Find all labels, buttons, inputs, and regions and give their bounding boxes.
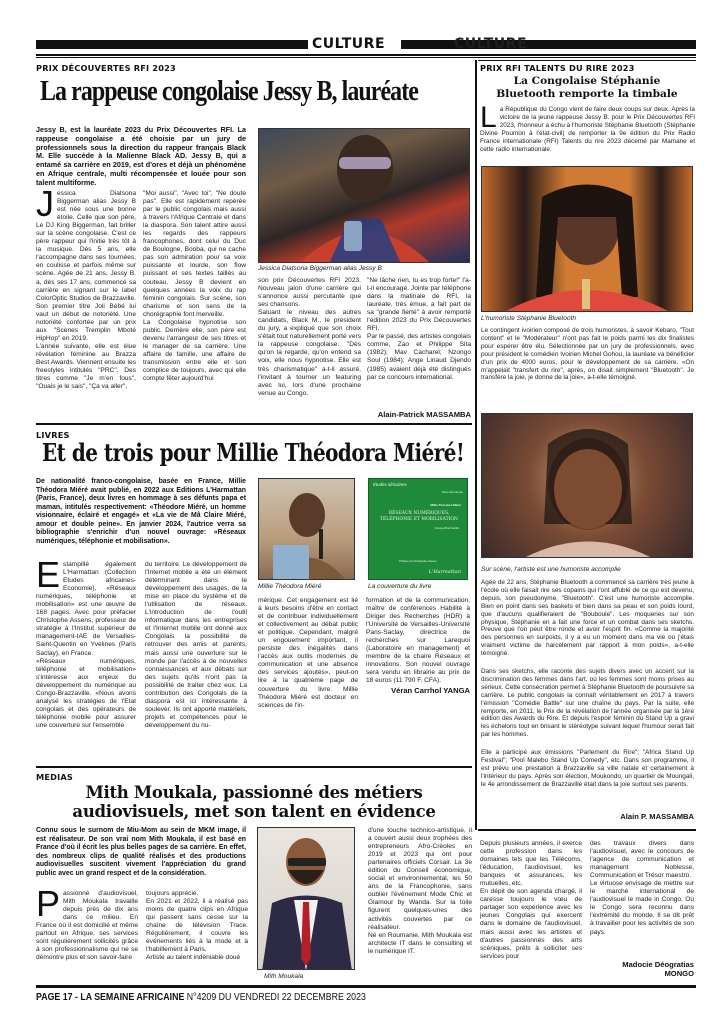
book-preface: Préface de Christophe Assens [399,559,437,563]
section-title-ghost: CULTURE [454,36,528,52]
column-divider [475,60,477,830]
article4-signature [590,960,694,978]
article1-col4-text: "Ne lâche rien, tu es trop forte!" l'a-t-il encouragé. Jointe par téléphone dans la matinale de RFI, la lauréate, très émue, a fait part de sa "grande fierté" à avoir remporté l'édition 2023 du Prix Découvertes RFI. [367,277,471,333]
mith-portrait-illustration [258,828,355,970]
article4-col2b-text: En 2021 et 2022, il a réalisé pas moins de quatre clips en Afrique qui passent sans cesse sur la chaîne de télévision Trace. Régulièrement, il couvre les événements liés à la mode et à l'habillement à Paris. [146,898,248,954]
article4-col2 [146,890,248,962]
article2-para2: Le contingent ivoirien composé de trois humoristes, à savoir Kebaro, "Tout content" et le "Modérateur" n'ont pas fait le poids parmi les dix finalistes pour espérer être élu. Sélectionnée par un jury de professionnels, avec pour président le comédien Ivoirien Michel Gohou, la lauréate va bénéficier d'un prix de 4000 euros, pour le développement de sa carrière. «On m'appelait "transfert du rire", après, on disait simplement "Bluetooth". Je transfère la joie, je donne de la joie», a-t-elle témoigné. [481,327,694,382]
article1-lead: Jessy B, est la lauréate 2023 du Prix Découvertes RFI. La rappeuse congolaise a été choisie par un jury de professionnels sous la direction du rappeur français Black M. Elle succède à la Malienne Black AD. Jessy B, qui a entamé sa carrière en 2019, est d'ores et déjà un phénomène en Afrique centrale, multi récompensée et louée pour son talent multiforme. [36,125,246,187]
article2-headline-line1: La Congolaise Stéphanie [513,75,661,87]
divider-article2 [478,829,696,831]
stephanie-photo-1 [481,166,693,312]
article1-col2b-text: La Congolaise hypnotise son public. Derrière elle, son père est devenu l'arrangeur de ses titres et le manager de sa carrière. Une affaire de famille, une affaire de transmission entre elle et son complice de toujours, avec qui elle compte fêter aujourd'hui [143,318,246,383]
book-series: Études africaines [373,482,407,487]
article2-dropcap: L [480,101,497,134]
article4-col5-text: des travaux divers dans l'audiovisuel, avec le concours de l'agence de communication et management Noblesse, Communication et Trésor maestro. [590,840,694,880]
article2-headline [478,75,696,101]
millie-portrait-illustration [259,479,355,580]
footer [36,992,366,1003]
footer-issue: N°4209 DU VENDREDI 22 DECEMBRE 2023 [186,992,366,1003]
article4-col4b-text: En dépit de son agenda chargé, il caresse toujours le vœu de partager son expérience avec les jeunes Congolais qui exercent dans le domaine de l'audiovisuel, mais aussi avec les artistes et d'autres passionnés des arts scéniques, prêts à solliciter ses services pour [480,888,582,960]
article2-photo1-caption: L'humoriste Stéphanie Bluetooth [481,315,577,322]
article1-photo-caption: Jessica Diatsona Biggerman alias Jessy B [258,265,382,272]
article4-col4 [480,840,582,961]
article1-kicker: PRIX DÉCOUVERTES RFI 2023 [36,63,176,73]
article3-lead: De nationalité franco-congolaise, basée en France, Millie Théodora Miéré avait publié, en 2022 aux Editions L'Harmattan (Paris, France), deux livres en hommage à ses défunts papa et maman, intitulés respectivement: «Théodore Miéré, un homme visionnaire, éclairé et engagé» et «La vie de Mâ Claire Miéré, amour et double peine». En janvier 2024, l'autrice verra sa bibliographie s'enrichir d'un nouvel ouvrage: «Réseaux numériques, téléphonie et mobilisation». [36,478,246,545]
footer-rule [36,985,696,988]
article1-headline: La rappeuse congolaise Jessy B, lauréate [40,76,418,107]
article3-signature: Véran Carrhol YANGA [391,686,470,695]
article3-col4: formation et de la communication, maître de conférences Habilité à Diriger des Recherches (HDR) à l'Université de Versailles-Université Paris-Saclay, directrice de recherches sur Larequoi (Laboratoire en management) et membre de la chaire Réseaux et innovations. Son nouvel ouvrage sera vendu en librairie au prix de 18 euros (11 790 F. CFA). [366,597,470,685]
article2-photo2-caption: Sur scène, l'artiste est une humoriste accomplie [481,566,621,573]
article1-col2 [143,190,246,383]
article4-dropcap: P [36,883,61,924]
article1-col3-text: son prix Découvertes RFI 2023. Nouveau jalon d'une carrière qui s'annonce aussi percutante que ses chansons. [258,277,361,309]
article4-signature-line2: MONGO [664,969,694,978]
article1-col1 [36,183,136,391]
article4-photo-caption: Mith Moukala [264,973,304,980]
article3-headline: Et de trois pour Millie Théodora Miéré! [42,438,465,467]
article2-signature: Alain P. MASSAMBA [620,812,694,821]
article2-para4: Dans ses sketchs, elle raconte des sujets divers avec un accent sur la discrimination des femmes dans l'art, où les femmes sont moins prises au sérieux. Cette consécration permet à Stéphanie Bluetooth de poursuivre sa carrière. Le public congolais la connaît véritablement en 2017 à travers l'émission "Comédie Battle" sur une chaîne du pays. Par la suite, elle remporte, en 2011, le Prix de la révélation de l'année organisée par la 1ère édition des Awards du Rire. Et depuis l'espoir féminin du Stand Up a gravi les échelons tout en brisant le stéréotype suivant lequel l'humour serait fait par les hommes. [481,668,694,739]
footer-page: PAGE 17 - LA SEMAINE AFRICAINE [36,992,185,1003]
article2-para3: Agée de 22 ans, Stéphanie Bluetooth a commencé sa carrière très jeune à l'école où elle faisait rire ses copains qui l'ont affublé de ce qui est devenu, depuis, son pseudonyme, "Bluetooth". C'est une humoriste accomplie. Bien en point dans ses baskets et bien dans sa peau et son poids lourd, que d'aucuns qualifieraient de "Bouboule". Les moqueries sur son physique, Stéphanie en a fait une force et un combat dans ses sketchs. Preuve que l'on peut être ronde et avoir l'esprit fin. «Comme la majorité des personnes en surpoids, il y a eu un moment dans ma vie où j'étais vraiment victime de harcèlement par rapport à mon poids», a-t-elle témoigné. [481,579,694,658]
article4-headline [36,783,472,821]
article1-col3b-text: Saluant le niveau des autres candidats, Black M., le président du jury, a expliqué que son choix s'était tout naturellement porté vers la rappeuse congolaise. "Dès qu'on la regarde, qu'on entend sa voix, elle nous hypnotise. Elle est très charismatique" a-t-il assuré, l'invitant à tourner un featuring avec lui, lors d'une prochaine venue au Congo. [258,309,361,397]
jessy-b-photo [258,128,470,263]
section-header [36,37,696,53]
article1-col1-text: essica Diatsona Biggerman alias Jessy B est née sous une bonne étoile. Celle que son père, Le DJ King Biggerman, fait briller sur la scène congolaise. C'est ce père rappeur qui l'initie très tôt à la musique. Dès 5 ans, elle l'accompagne dans ses tournées, en coulisse et parfois même sur scène. Agée de 21 ans, Jessy B. a, dès ses 17 ans, commencé sa carrière en signant sur le label ColorOptic Studios de Brazzaville. Son premier titre Joli Bébé lui vaut un début de notoriété. Une notoriété confortée par un prix aux "Scènes Tremplin Mboté HipHop" en 2019. [36,190,136,342]
article1-signature: Alain-Patrick MASSAMBA [377,410,471,419]
article3-photo1-caption: Millie Théodora Miéré [258,583,322,590]
article4-col2-text: toujours apprécié. [146,890,199,897]
millie-photo [258,478,355,580]
article4-lead: Connu sous le surnom de Miu-Mom au sein de MKM image, il est réalisateur. De son vrai nom Mith Moukala, il est basé en France d'où il écrit les plus belles pages de sa carrière. En effet, des nombreux clips de qualité réalisés et des productions audiovisuelles suscitent vivement l'appréciation du grand public avec un grand respect et de la considération. [36,827,246,877]
article4-col1 [36,883,138,962]
stephanie-portrait-illustration [482,167,693,312]
article2-headline-line2: Bluetooth remporte la timbale [496,88,678,100]
divider-article1 [36,423,472,425]
article3-col1 [36,554,136,730]
section-title: CULTURE [312,36,386,52]
article2-intro-text: a République du Congo vient de faire deux coups sur deux. Après la victoire de la jeune rappeuse Jessy B. pour le Prix Découvertes RFI 2023, l'honneur a échu à l'humoriste Stéphanie Bluetooth (Stéphanie Divine Poumon à l'état-civil) de remporter la 9e édition du Prix Radio France internationale (RFI) Talents du rire 2023 décemé par Mamane et cette radio internationale. [480,106,695,153]
article1-col4 [367,277,471,382]
article3-col1-text: stampillé également L'Harmattan (Collection Etudes africaines-Economie), «Réseaux numériques, téléphonie et mobilisation» est une œuvre de 168 pages. Avec pour préfacier Christophe Assens, professeur de stratégie à l'Institut supérieur de management-IAE de Versailles-Saint-Quentin en Yvelines (Paris Saclay), en France. [36,561,136,657]
divider-article3 [36,766,472,768]
book-author: Millie Théodora Miéré [430,503,461,507]
header-bar-left [36,40,308,49]
article3-kicker: LIVRES [36,430,70,440]
article4-col5b-text: Le virtuose envisage de mettre sur le marché international de l'audiovisuel le made in Congo. Où le Congo sera reconnu dans l'extrémité du monde. Il se dit prêt à travailler pour les activités de son pays. [590,880,694,936]
article3-dropcap: E [36,554,61,595]
article3-col1b-text: «Réseaux numériques, téléphonie et mobilisation» s'intéresse aux enjeux du développement du numérique au Congo-Brazzaville. «Nous avons analysé les stratégies de l'Etat congolais et des opérateurs de téléphonie mobile pour assurer une couverture sur l'ensemble [36,657,136,729]
article1-col1b-text: L'année suivante, elle est élue révélation féminine au Brazza Best Awards. Viennent ensuite les freestyles intitulés "PRC". Des titres comme "Je m'en fous", "Ouais je le sais", "Ça va aller", [36,342,136,391]
article4-col4-text: Depuis plusieurs années, il exerce cette profession dans les domaines tels que les Télécoms, l'éducation, l'audiovisuel, les banques et assurances, les mutuelles, etc. [480,840,582,888]
article2-intro [480,101,695,153]
article4-col5 [590,840,694,937]
book-title: RÉSEAUX NUMÉRIQUES, TÉLÉPHONIE ET MOBILISATION [380,511,458,522]
article1-col3 [258,277,361,398]
article1-col2-text: "Moi aussi", "Avec toi", "Ne doute pas". Elle est rapidement repérée par le public congolais mais aussi à travers l'Afrique Centrale et dans la diaspora. Son talent attire aussi les regards des rappeurs francophones, dont celui du Duc de Boulogne, Booba, qui ne cache pas son admiration pour sa voix puissante et lourde, son flow puissant et ses textes taillés au couteau. Jessy B devient en quelques années la voix du rap féminin congolais. Sur scène, son charisme et son sens de la chorégraphie font merveille. [143,190,246,318]
article4-col3b-text: Né en Roumanie, Mith Moukala est architecte IT dans le consulting et le numérique IT. [368,931,472,955]
article4-col2c-text: Artiste au talent indéniable doué [146,954,241,962]
stephanie-stage-illustration [482,414,693,558]
article4-col1-text: assionné d'audiovisuel, Mith Moukala travaille depuis près de dix ans dans ce milieu. En France où il est domicilié et même partout en Afrique, ses services sont régulièrement sollicités grâce à son professionnalisme qui ne se démontre plus et son savoir-faire [36,890,138,962]
mith-moukala-photo [257,827,355,970]
article1-dropcap: J [36,183,54,224]
article2-top-rule [478,60,696,61]
portrait-illustration [259,129,470,263]
article4-headline-line2: audiovisuels, met son talent en évidence [72,802,436,821]
header-double-rule-1 [36,54,696,56]
book-subtitle: Congo-Brazzaville [434,526,459,530]
article1-col4b-text: Par le passé, des artistes congolais comme, Zao et Philippe Sita (1982); Mav Cacharel; Nzongo Soul (1984); Ange Linaud Djendo (1985) avaient déjà été distingués par ce concours international. [367,333,471,381]
article4-col3-text: d'une touche technico-artistique, il a couvert aussi deux trophées des entrepreneurs Afro-Créoles en 2019 et 2023 qui ont pour partenaires officiels Corsair. La 3e édition du Conseil économique, social et environnemental, les 50 ans de la Francophonie, sans oublier l'événement Mode Chic et Glamour by Wanda. Sur la toile figurent quelques-unes des activités couvertes par ce réalisateur. [368,827,472,931]
article4-signature-line1: Madocie Déogratias [622,960,694,969]
article2-para5: Elle a participé aux émissions "Parlement du Rire"; "Africa Stand Up Festival"; "Pool Malebo Stand Up Comedy", etc. Dans son programme, il est prévu une prestation à Brazzaville sa ville natale et certainement à l'intérieur du pays. Après son élection, Moukondo, un quartier de Moungali, le 4e arrondissement de Brazzaville était dans la joie surtout ses parents. [481,749,694,788]
book-cover [368,478,468,580]
article3-col2: du territoire. Le développement de l'Internet mobile a été un élément déterminant dans le développement des usages, de la mise en place du système et de l'utilisation de réseaux. L'introduction de l'outil informatique dans les entreprises et l'Internet mobile ont donné aux Congolais la possibilité de retrouver des amis et parents, mais aussi une ouverture sur le monde par l'accès à de nouvelles connaissances et aux débats sur des sujets qu'ils n'ont pas la possibilité de traiter chez eux. La contribution des Congolais de la diaspora est ici intéressante à soulever. Ils ont apporté matériels, projets et compétences pour le développement du nu- [145,561,247,729]
article3-col3: mérique. Cet engagement est lié à leurs besoins d'être en contact et de contribuer individuellement et collectivement au débat public et politique. Cependant, malgré un engouement important, il persiste des inégalités dans l'accès aux outils modernes de communication et une absence des services ajoutés», peut-on lire à la quatrième page de couverture du livre. Millie Théodora Miéré est docteur en sciences de l'in- [258,597,358,709]
stephanie-photo-2 [481,413,693,558]
header-double-rule-2 [36,57,696,58]
article2-kicker: PRIX RFI TALENTS DU RIRE 2023 [480,63,635,73]
article4-col3 [368,827,472,956]
article3-photo2-caption: La couverture du livre [368,583,432,590]
book-publisher: L'Harmattan [428,569,461,575]
article4-headline-line1: Mith Moukala, passionné des métiers [85,783,423,802]
header-bar-right [401,40,696,49]
book-series-sub: Série Économie [441,490,463,494]
article4-kicker: MEDIAS [36,772,74,782]
